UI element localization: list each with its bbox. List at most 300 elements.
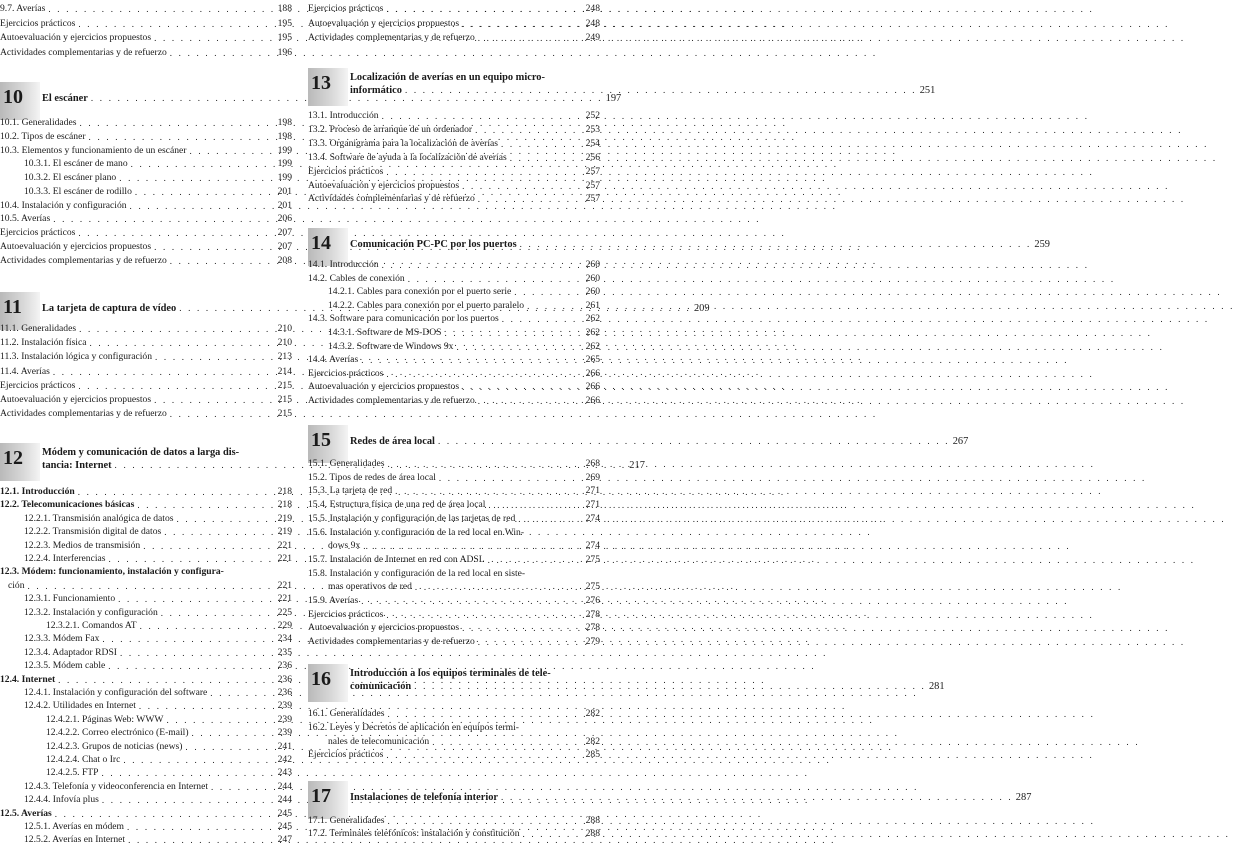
toc-entry <box>0 525 292 538</box>
dot-leader <box>131 158 275 170</box>
dot-leader <box>137 499 274 511</box>
toc-entry-title: 10.1. Generalidades <box>0 117 77 128</box>
dot-leader <box>408 273 583 285</box>
toc-entry-title: mas operativos de red <box>328 581 412 593</box>
toc-entry <box>308 512 600 525</box>
chapter-title-text: Instalaciones de telefonía interior <box>350 792 499 803</box>
dot-leader <box>102 633 274 645</box>
toc-entry <box>308 707 600 720</box>
toc-entry-page: 282 <box>585 708 600 719</box>
toc-entry <box>308 151 600 164</box>
chapter-number-tab <box>0 443 40 481</box>
toc-entry-page: 260 <box>585 286 600 298</box>
toc-entry <box>308 17 600 30</box>
toc-entry-title: 10.3.3. El escáner de rodillo <box>24 185 132 197</box>
toc-entry-page: 235 <box>277 646 292 658</box>
toc-entry <box>308 123 600 136</box>
toc-entry-title: 12.4.2. Utilidades en Internet <box>24 700 136 712</box>
chapter-number: 15 <box>311 429 331 451</box>
chapter-number-tab <box>308 664 348 702</box>
dot-leader <box>102 767 275 779</box>
toc-entry <box>0 793 292 806</box>
toc-entry-title: 12.3.2. Instalación y configuración <box>24 606 158 618</box>
toc-entry-title: 11.3. Instalación lógica y configuración <box>0 351 153 363</box>
toc-entry <box>0 2 292 15</box>
toc-entry-page: 213 <box>277 351 292 363</box>
toc-entry-page: 195 <box>277 17 292 29</box>
toc-entry-page: 219 <box>277 526 292 538</box>
toc-entry-title: 12.4.1. Instalación y configuración del software <box>24 687 208 698</box>
toc-entry-title: Autoevaluación y ejercicios propuestos <box>308 381 460 393</box>
toc-entry-title: Actividades complementarias y de refuerzo <box>308 193 475 205</box>
toc-entry-title: 12.3.3. Módem Fax <box>24 633 100 645</box>
toc-entry <box>308 272 600 285</box>
dot-leader <box>510 152 583 164</box>
chapter-title-text: Comunicación PC-PC por los puertos <box>350 239 517 250</box>
toc-entry-title: 14.2.2. Cables para conexión por el puerto paralelo <box>328 299 525 311</box>
toc-entry-title: 12.4.2.1. Páginas Web: WWW <box>46 713 164 725</box>
dot-leader <box>78 227 274 239</box>
chapter-header <box>308 664 945 702</box>
toc-entry-title: Actividades complementarias y de refuerzo <box>308 636 475 648</box>
toc-entry-page: 262 <box>585 340 600 352</box>
toc-entry-page: 278 <box>585 608 600 620</box>
dot-leader <box>518 513 582 525</box>
toc-entry-page: 221 <box>277 539 292 551</box>
toc-entry-title: 14.3.1. Software de MS-DOS <box>328 327 442 338</box>
dot-leader <box>58 674 274 686</box>
toc-entry-page: 201 <box>277 199 292 211</box>
toc-entry-page: 207 <box>277 240 292 252</box>
toc-entry <box>308 635 600 648</box>
dot-leader <box>78 380 274 392</box>
dot-leader <box>211 781 275 793</box>
toc-entry <box>0 240 292 253</box>
toc-entry-page: 198 <box>277 130 292 142</box>
dot-leader <box>53 213 274 225</box>
toc-entry-title: 12.3. Módem: funcionamiento, instalación y configura- <box>0 566 224 578</box>
toc-entry <box>0 713 292 726</box>
dot-leader <box>527 300 583 312</box>
toc-entry-title: 15.4. Estructura física de una red de área local <box>308 499 486 511</box>
toc-entry <box>308 312 600 325</box>
toc-entry-title: 13.4. Software de ayuda a la localización de averías <box>308 151 507 163</box>
toc-entry-page: 221 <box>277 553 292 564</box>
toc-entry <box>308 827 600 840</box>
toc-entry-page: 288 <box>585 828 600 840</box>
toc-entry-title: 15.5. Instalación y configuración de las tarjetas de red <box>308 512 516 524</box>
toc-entry-page: 257 <box>585 179 600 191</box>
toc-entry <box>0 780 292 793</box>
toc-entry-page: 285 <box>585 749 600 761</box>
toc-entry <box>0 116 292 129</box>
toc-entry-title: Actividades complementarias y de refuerzo <box>0 254 167 266</box>
toc-entry <box>0 17 292 30</box>
toc-entry-page: 248 <box>585 3 600 14</box>
toc-entry-title: 15.2. Tipos de redes de área local <box>308 471 436 483</box>
toc-entry-page: 248 <box>585 17 600 29</box>
dot-leader <box>478 32 583 44</box>
dot-leader <box>386 3 582 15</box>
toc-entry <box>0 833 292 846</box>
toc-entry <box>0 498 292 511</box>
toc-entry-page: 245 <box>277 807 292 819</box>
dot-leader <box>185 741 274 753</box>
toc-entry-title: 12.2.1. Transmisión analógica de datos <box>24 512 174 524</box>
toc-entry <box>0 185 292 198</box>
toc-entry-page: 219 <box>277 512 292 524</box>
toc-entry-page: 242 <box>277 754 292 765</box>
dot-leader <box>414 680 926 693</box>
dot-leader <box>170 408 275 420</box>
toc-entry <box>0 46 292 59</box>
chapter-number: 17 <box>311 785 331 807</box>
chapter-title-line2: comunicación <box>350 681 412 692</box>
toc-entry-title: Autoevaluación y ejercicios propuestos <box>308 622 460 634</box>
dot-leader <box>78 18 274 30</box>
toc-entry <box>0 365 292 378</box>
toc-entry-page: 236 <box>277 687 292 698</box>
toc-entry-page: 262 <box>585 327 600 338</box>
toc-entry-title: Actividades complementarias y de refuerzo <box>308 395 475 406</box>
toc-entry-page: 268 <box>585 458 600 469</box>
toc-entry-title: 11.2. Instalación física <box>0 337 87 349</box>
dot-leader <box>386 609 582 621</box>
toc-entry-title: 10.3.1. El escáner de mano <box>24 158 128 170</box>
dot-leader <box>108 660 274 672</box>
dot-leader <box>438 435 950 448</box>
toc-entry-title: 11.1. Generalidades <box>0 323 77 334</box>
dot-leader <box>161 607 275 619</box>
toc-entry <box>0 753 292 766</box>
toc-entry <box>0 226 292 239</box>
toc-entry-title: Autoevaluación y ejercicios propuestos <box>0 240 152 252</box>
toc-entry <box>308 299 600 312</box>
toc-entry-title: Autoevaluación y ejercicios propuestos <box>308 17 460 29</box>
toc-entry <box>0 820 292 833</box>
toc-entry-page: 208 <box>277 254 292 266</box>
toc-entry-page: 199 <box>277 158 292 170</box>
toc-entry-page: 207 <box>277 227 292 238</box>
toc-entry-title: Ejercicios prácticos <box>0 379 76 391</box>
dot-leader <box>102 794 275 806</box>
dot-leader <box>90 337 275 349</box>
toc-entry-page: 210 <box>277 323 292 334</box>
toc-entry <box>308 539 600 552</box>
toc-entry <box>0 592 292 605</box>
toc-entry-page: 275 <box>585 553 600 565</box>
chapter-number-tab <box>308 68 348 106</box>
toc-entry <box>0 171 292 184</box>
toc-entry-page: 247 <box>277 834 292 846</box>
chapter-title-line2: tancia: Internet <box>42 460 112 471</box>
toc-entry-title: 12.5.1. Averías en módem <box>24 821 125 832</box>
toc-entry <box>0 212 292 225</box>
dot-leader <box>462 180 583 192</box>
toc-entry-title: 14.2. Cables de conexión <box>308 272 405 284</box>
toc-entry <box>0 31 292 44</box>
toc-entry-title: Ejercicios prácticos <box>0 17 76 29</box>
toc-entry-page: 218 <box>277 499 292 511</box>
toc-entry-page: 271 <box>585 485 600 497</box>
dot-leader <box>488 499 582 511</box>
toc-entry <box>0 512 292 525</box>
toc-entry-title: 10.5. Averías <box>0 213 51 225</box>
chapter-title-text: El escáner <box>42 93 88 104</box>
toc-entry-title: 12.3.2.1. Comandos AT <box>46 620 137 631</box>
toc-entry-page: 275 <box>585 581 600 593</box>
toc-entry-title: Ejercicios prácticos <box>0 227 76 238</box>
dot-leader <box>523 828 583 840</box>
toc-entry <box>308 353 600 366</box>
toc-entry-title: 12.2.4. Interferencias <box>24 553 106 564</box>
toc-entry-page: 266 <box>585 381 600 393</box>
toc-entry-page: 257 <box>585 193 600 205</box>
toc-entry-page: 261 <box>585 299 600 311</box>
dot-leader <box>78 486 275 498</box>
toc-entry-title: Actividades complementarias y de refuerzo <box>308 32 475 44</box>
toc-entry-page: 282 <box>585 735 600 747</box>
toc-entry <box>0 619 292 632</box>
dot-leader <box>120 647 275 659</box>
toc-entry <box>0 606 292 619</box>
toc-entry <box>308 721 600 734</box>
toc-entry-title: Ejercicios prácticos <box>308 367 384 379</box>
toc-entry <box>0 686 292 699</box>
toc-entry <box>308 367 600 380</box>
dot-leader <box>478 395 583 407</box>
chapter-number: 12 <box>3 447 23 469</box>
toc-entry-page: 234 <box>277 633 292 645</box>
chapter-title <box>350 84 936 97</box>
toc-entry-title: Actividades complementarias y de refuerzo <box>0 46 167 58</box>
dot-leader <box>210 687 274 699</box>
toc-entry <box>0 322 292 335</box>
dot-leader <box>405 84 917 97</box>
toc-entry <box>308 457 600 470</box>
toc-entry-title: 12.5. Averías <box>0 807 52 819</box>
dot-leader <box>109 553 275 565</box>
toc-entry-title: 13.1. Introducción <box>308 110 379 121</box>
toc-entry-page: 215 <box>277 394 292 405</box>
toc-entry-title: 13.3. Organigrama para la localización de averías <box>308 137 499 149</box>
toc-entry <box>0 350 292 363</box>
chapter-title-text: Redes de área local <box>350 436 435 447</box>
toc-entry-title: 14.3.2. Software de Windows 9x <box>328 340 454 352</box>
toc-entry <box>308 326 600 339</box>
toc-entry-page: 249 <box>585 32 600 44</box>
toc-entry-title: 12.3.4. Adaptador RDSI <box>24 646 117 658</box>
toc-entry <box>308 567 600 580</box>
toc-entry-title: 10.3.2. El escáner plano <box>24 172 117 183</box>
toc-entry-title: 15.6. Instalación y configuración de la red local en Win- <box>308 526 525 538</box>
toc-entry-page: 274 <box>585 540 600 552</box>
toc-entry <box>0 539 292 552</box>
toc-entry-page: 260 <box>585 259 600 270</box>
toc-entry <box>0 552 292 565</box>
dot-leader <box>386 166 582 178</box>
toc-entry-page: 236 <box>277 660 292 672</box>
toc-entry-page: 236 <box>277 673 292 685</box>
chapter-number: 11 <box>3 296 22 318</box>
toc-entry-title: 17.2. Terminales telefónicos: instalación y constitución <box>308 828 520 840</box>
dot-leader <box>135 186 275 198</box>
dot-leader <box>154 241 275 253</box>
dot-leader <box>127 821 275 833</box>
dot-leader <box>386 368 582 380</box>
toc-entry-page: 241 <box>277 740 292 752</box>
toc-entry-title: 9.7. Averías <box>0 3 46 14</box>
dot-leader <box>475 124 583 136</box>
dot-leader <box>192 727 275 739</box>
dot-leader <box>79 117 274 129</box>
toc-entry-title: 15.8. Instalación y configuración de la red local en siste- <box>308 567 526 579</box>
chapter-page: 287 <box>1015 792 1032 803</box>
toc-entry-page: 260 <box>585 272 600 284</box>
dot-leader <box>387 708 582 720</box>
toc-entry <box>308 192 600 205</box>
dot-leader <box>119 172 274 184</box>
toc-entry-page: 221 <box>277 579 292 591</box>
toc-entry-page: 239 <box>277 713 292 725</box>
toc-entry-page: 201 <box>277 185 292 197</box>
chapter-title <box>42 92 622 105</box>
dot-leader <box>439 472 583 484</box>
toc-entry-title: 14.4. Averías <box>308 354 359 366</box>
toc-entry <box>0 740 292 753</box>
toc-entry <box>308 484 600 497</box>
toc-entry <box>308 285 600 298</box>
chapter-page: 251 <box>919 85 936 96</box>
toc-entry <box>0 254 292 267</box>
toc-entry-title: 15.3. La tarjeta de red <box>308 485 393 497</box>
toc-entry <box>308 2 600 15</box>
toc-entry-page: 266 <box>585 367 600 379</box>
toc-entry-title: 15.9. Averías <box>308 595 359 606</box>
dot-leader <box>395 485 582 497</box>
toc-entry-page: 266 <box>585 395 600 406</box>
toc-entry-title: 12.4. Internet <box>0 673 56 685</box>
toc-entry-title: Ejercicios prácticos <box>308 749 384 761</box>
dot-leader <box>387 458 582 470</box>
dot-leader <box>386 749 582 761</box>
toc-entry <box>308 814 600 827</box>
chapter-page: 197 <box>605 93 622 104</box>
dot-leader <box>89 131 275 143</box>
toc-entry-page: 244 <box>277 794 292 806</box>
toc-entry <box>308 394 600 407</box>
toc-entry-title: 15.1. Generalidades <box>308 458 385 469</box>
toc-entry-page: 269 <box>585 471 600 483</box>
toc-entry <box>0 673 292 686</box>
toc-entry-page: 199 <box>277 144 292 156</box>
toc-entry <box>0 699 292 712</box>
chapter-title <box>350 238 1050 251</box>
toc-entry-title: 16.1. Generalidades <box>308 708 385 719</box>
chapter-number: 16 <box>311 668 331 690</box>
toc-entry <box>308 137 600 150</box>
toc-entry <box>0 379 292 392</box>
toc-entry <box>0 632 292 645</box>
toc-entry <box>308 179 600 192</box>
chapter-title-line1: Introducción a los equipos terminales de tele- <box>350 668 551 679</box>
toc-entry-title: 12.4.3. Telefonía y videoconferencia en Internet <box>24 780 209 792</box>
dot-leader <box>514 286 582 298</box>
toc-entry-title: 12.4.2.5. FTP <box>46 767 99 779</box>
dot-leader <box>177 513 275 525</box>
dot-leader <box>501 791 1013 804</box>
chapter-number: 10 <box>3 86 23 108</box>
toc-entry-title: 12.1. Introducción <box>0 486 75 497</box>
toc-entry-title: dows 9x <box>328 540 361 552</box>
toc-entry-page: 253 <box>585 123 600 135</box>
toc-entry-title: 10.2. Tipos de escáner <box>0 130 86 142</box>
toc-entry-page: 262 <box>585 313 600 325</box>
dot-leader <box>55 808 275 820</box>
toc-entry-title: 10.4. Instalación y configuración <box>0 199 127 211</box>
toc-entry-page: 243 <box>277 767 292 779</box>
toc-entry <box>308 553 600 566</box>
chapter-number: 13 <box>311 72 331 94</box>
toc-entry-title: 14.2.1. Cables para conexión por el puerto serie <box>328 286 512 298</box>
toc-entry-title: 12.3.5. Módem cable <box>24 660 106 672</box>
dot-leader <box>478 193 583 205</box>
toc-entry-title: 12.4.2.2. Correo electrónico (E-mail) <box>46 727 189 739</box>
toc-entry <box>0 485 292 498</box>
toc-entry-page: 239 <box>277 700 292 712</box>
toc-entry <box>308 526 600 539</box>
dot-leader <box>140 620 275 632</box>
dot-leader <box>154 32 275 44</box>
dot-leader <box>478 636 583 648</box>
toc-entry-title: nales de telecomunicación <box>328 735 430 747</box>
toc-entry-title: 14.3. Software para comunicación por los puertos <box>308 313 499 325</box>
toc-entry-page: 254 <box>585 137 600 149</box>
toc-entry-page: 199 <box>277 172 292 183</box>
toc-entry-page: 210 <box>277 337 292 349</box>
dot-leader <box>139 700 275 712</box>
toc-entry <box>0 130 292 143</box>
dot-leader <box>432 736 582 748</box>
toc-entry-title: 16.2. Leyes y Decretos de aplicación en equipos termi- <box>308 721 519 733</box>
toc-entry <box>308 165 600 178</box>
toc-entry <box>0 579 292 592</box>
dot-leader <box>143 540 274 552</box>
chapter-page: 259 <box>1034 239 1050 250</box>
toc-entry-title: Autoevaluación y ejercicios propuestos <box>0 394 152 405</box>
toc-entry-title: 12.4.2.4. Chat o Irc <box>46 754 121 765</box>
toc-entry <box>308 498 600 511</box>
dot-leader <box>164 526 274 538</box>
dot-leader <box>382 110 583 122</box>
toc-entry-page: 229 <box>277 620 292 631</box>
chapter-number: 14 <box>311 232 331 254</box>
toc-entry <box>0 726 292 739</box>
chapter-page: 281 <box>928 681 945 692</box>
dot-leader <box>456 341 582 353</box>
toc-entry-title: Ejercicios prácticos <box>308 608 384 620</box>
toc-entry <box>308 380 600 393</box>
dot-leader <box>387 815 582 827</box>
toc-entry-title: 17.1. Generalidades <box>308 815 385 826</box>
toc-entry-page: 218 <box>277 486 292 497</box>
dot-leader <box>79 323 275 335</box>
toc-entry-page: 225 <box>277 606 292 618</box>
toc-entry <box>0 393 292 406</box>
toc-entry-page: 274 <box>585 512 600 524</box>
dot-leader <box>154 394 275 406</box>
chapter-page: 267 <box>952 436 969 447</box>
